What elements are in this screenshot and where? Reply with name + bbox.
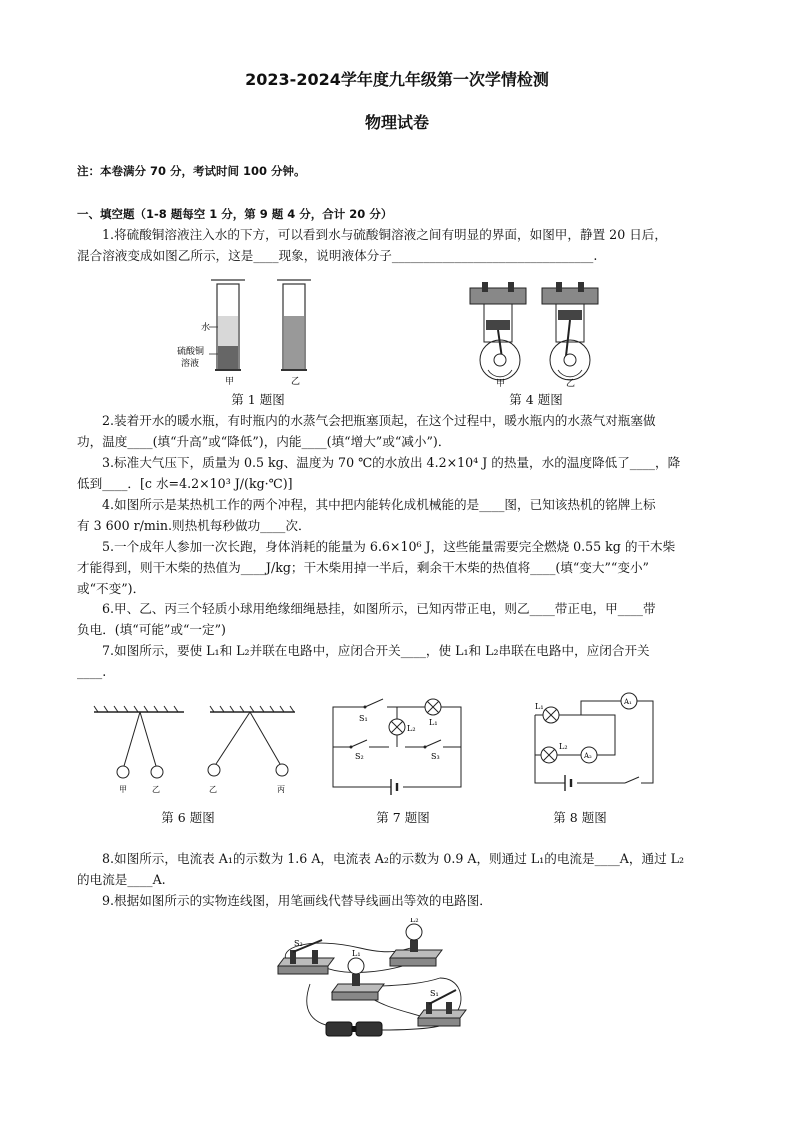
figure-8-caption: 第 8 题图	[553, 810, 607, 825]
page-subtitle: 物理试卷	[364, 113, 429, 132]
q3-line: 低到____．[c 水=4.2×10³ J/(kg·℃)]	[77, 476, 293, 491]
label-l2: L₂	[407, 724, 416, 733]
q1-line: 混合溶液变成如图乙所示，这是____现象，说明液体分子________________________________.	[77, 248, 598, 263]
label-s2: S₂	[294, 939, 303, 948]
bulb-l1	[543, 707, 559, 723]
ball-jia	[117, 766, 129, 778]
q5-line: 或“不变”)．	[77, 581, 146, 596]
battery	[326, 1022, 382, 1036]
q6-line: 6.甲、乙、丙三个轻质小球用绝缘细绳悬挂，如图所示，已知丙带正电，则乙____带正电，甲____带	[102, 601, 656, 616]
figure-6-caption: 第 6 题图	[161, 810, 215, 825]
label-ball: 乙	[209, 785, 217, 794]
q3-line: 3.标准大气压下，质量为 0.5 kg、温度为 70 ℃的水放出 4.2×10⁴ J 的热量，水的温度降低了____，降	[102, 455, 681, 470]
question-7	[77, 640, 717, 682]
question-8	[77, 848, 717, 890]
label-solution-1: 硫酸铜	[177, 347, 205, 357]
engine-a	[470, 282, 526, 380]
figure-6	[90, 700, 300, 800]
label-a2: A₂	[584, 752, 592, 760]
figure-7	[325, 695, 470, 800]
bulb-l2	[390, 924, 442, 966]
q9-line: 9.根据如图所示的实物连线图，用笔画线代替导线画出等效的电路图．	[102, 893, 492, 908]
label-a1: A₁	[624, 698, 632, 706]
bulb-l2	[541, 747, 557, 763]
label-l1: L₁	[535, 702, 544, 711]
label-l2: L₂	[559, 742, 568, 751]
page-title: 2023-2024学年度九年级第一次学情检测	[245, 70, 549, 89]
q1-line: 1.将硫酸铜溶液注入水的下方，可以看到水与硫酸铜溶液之间有明显的界面，如图甲，静置 20 日后，	[102, 227, 667, 242]
figure-4	[460, 270, 610, 390]
q5-line: 5.一个成年人参加一次长跑，身体消耗的能量为 6.6×10⁶ J，这些能量需要完全燃烧 0.55 kg 的干木柴	[102, 539, 676, 554]
label-s1: S₁	[359, 714, 368, 723]
label-s2: S₂	[355, 752, 364, 761]
label-s3: S₃	[431, 752, 440, 761]
label-ball: 甲	[119, 785, 127, 794]
question-1	[77, 224, 717, 266]
bulb-l1	[332, 958, 384, 1000]
q8-line: 8.如图所示，电流表 A₁的示数为 1.6 A，电流表 A₂的示数为 0.9 A，则通过 L₁的电流是____A，通过 L₂	[102, 851, 685, 866]
question-5	[77, 536, 717, 599]
figure-9	[270, 918, 470, 1048]
figure-8	[525, 685, 660, 795]
q7-line: ____.	[77, 664, 107, 679]
question-6	[77, 598, 717, 640]
label-l2: L₂	[410, 918, 419, 924]
bulb-l1	[425, 699, 441, 715]
q6-line: 负电．(填“可能”或“一定”)	[77, 622, 226, 637]
label-l1: L₁	[429, 718, 438, 727]
engine-b	[542, 282, 598, 380]
q7-line: 7.如图所示，要使 L₁和 L₂并联在电路中，应闭合开关____，使 L₁和 L₂串联在电路中，应闭合开关	[102, 643, 650, 658]
q4-line: 有 3 600 r/min.则热机每秒做功____次．	[77, 518, 311, 533]
label-l1: L₁	[352, 949, 361, 958]
label-b: 乙	[566, 379, 576, 389]
q5-line: 才能得到，则干木柴的热值为____J/kg；干木柴用掉一半后，剩余干木柴的热值将____(填“变大”“变小”	[77, 560, 649, 575]
figure-7-caption: 第 7 题图	[376, 810, 430, 825]
question-3	[77, 452, 717, 494]
label-solution-2: 溶液	[181, 359, 200, 369]
label-water: 水	[201, 323, 211, 333]
q2-line: 2.装着开水的暖水瓶，有时瓶内的水蒸气会把瓶塞顶起，在这个过程中，暖水瓶内的水蒸气对瓶塞做	[102, 413, 656, 428]
question-2	[77, 410, 717, 452]
q4-line: 4.如图所示是某热机工作的两个冲程，其中把内能转化成机械能的是____图，已知该热机的铭牌上标	[102, 497, 656, 512]
label-a: 甲	[225, 377, 235, 387]
cylinder-a	[209, 280, 245, 370]
ball-yi	[151, 766, 163, 778]
switch-s2	[278, 940, 334, 974]
q8-line: 的电流是____A.	[77, 872, 166, 887]
figure-1	[175, 272, 325, 390]
question-4	[77, 494, 717, 536]
ceiling-left	[94, 706, 184, 712]
label-a: 甲	[496, 379, 506, 389]
label-b: 乙	[291, 377, 301, 387]
cylinder-b	[277, 280, 311, 370]
exam-note: 注：本卷满分 70 分，考试时间 100 分钟。	[77, 164, 306, 178]
bulb-l2	[389, 719, 405, 735]
section-heading: 一、填空题（1-8 题每空 1 分，第 9 题 4 分，合计 20 分）	[77, 207, 393, 221]
figure-4-caption: 第 4 题图	[509, 392, 563, 407]
question-9	[77, 890, 717, 911]
figure-1-caption: 第 1 题图	[231, 392, 285, 407]
ceiling-right	[210, 706, 295, 712]
label-ball: 丙	[277, 785, 285, 794]
label-ball: 乙	[152, 785, 160, 794]
ball-yi-2	[208, 764, 220, 776]
ball-bing	[276, 764, 288, 776]
q2-line: 功，温度____(填“升高”或“降低”)，内能____(填“增大”或“减小”)．	[77, 434, 451, 449]
label-s1: S₁	[430, 989, 439, 998]
